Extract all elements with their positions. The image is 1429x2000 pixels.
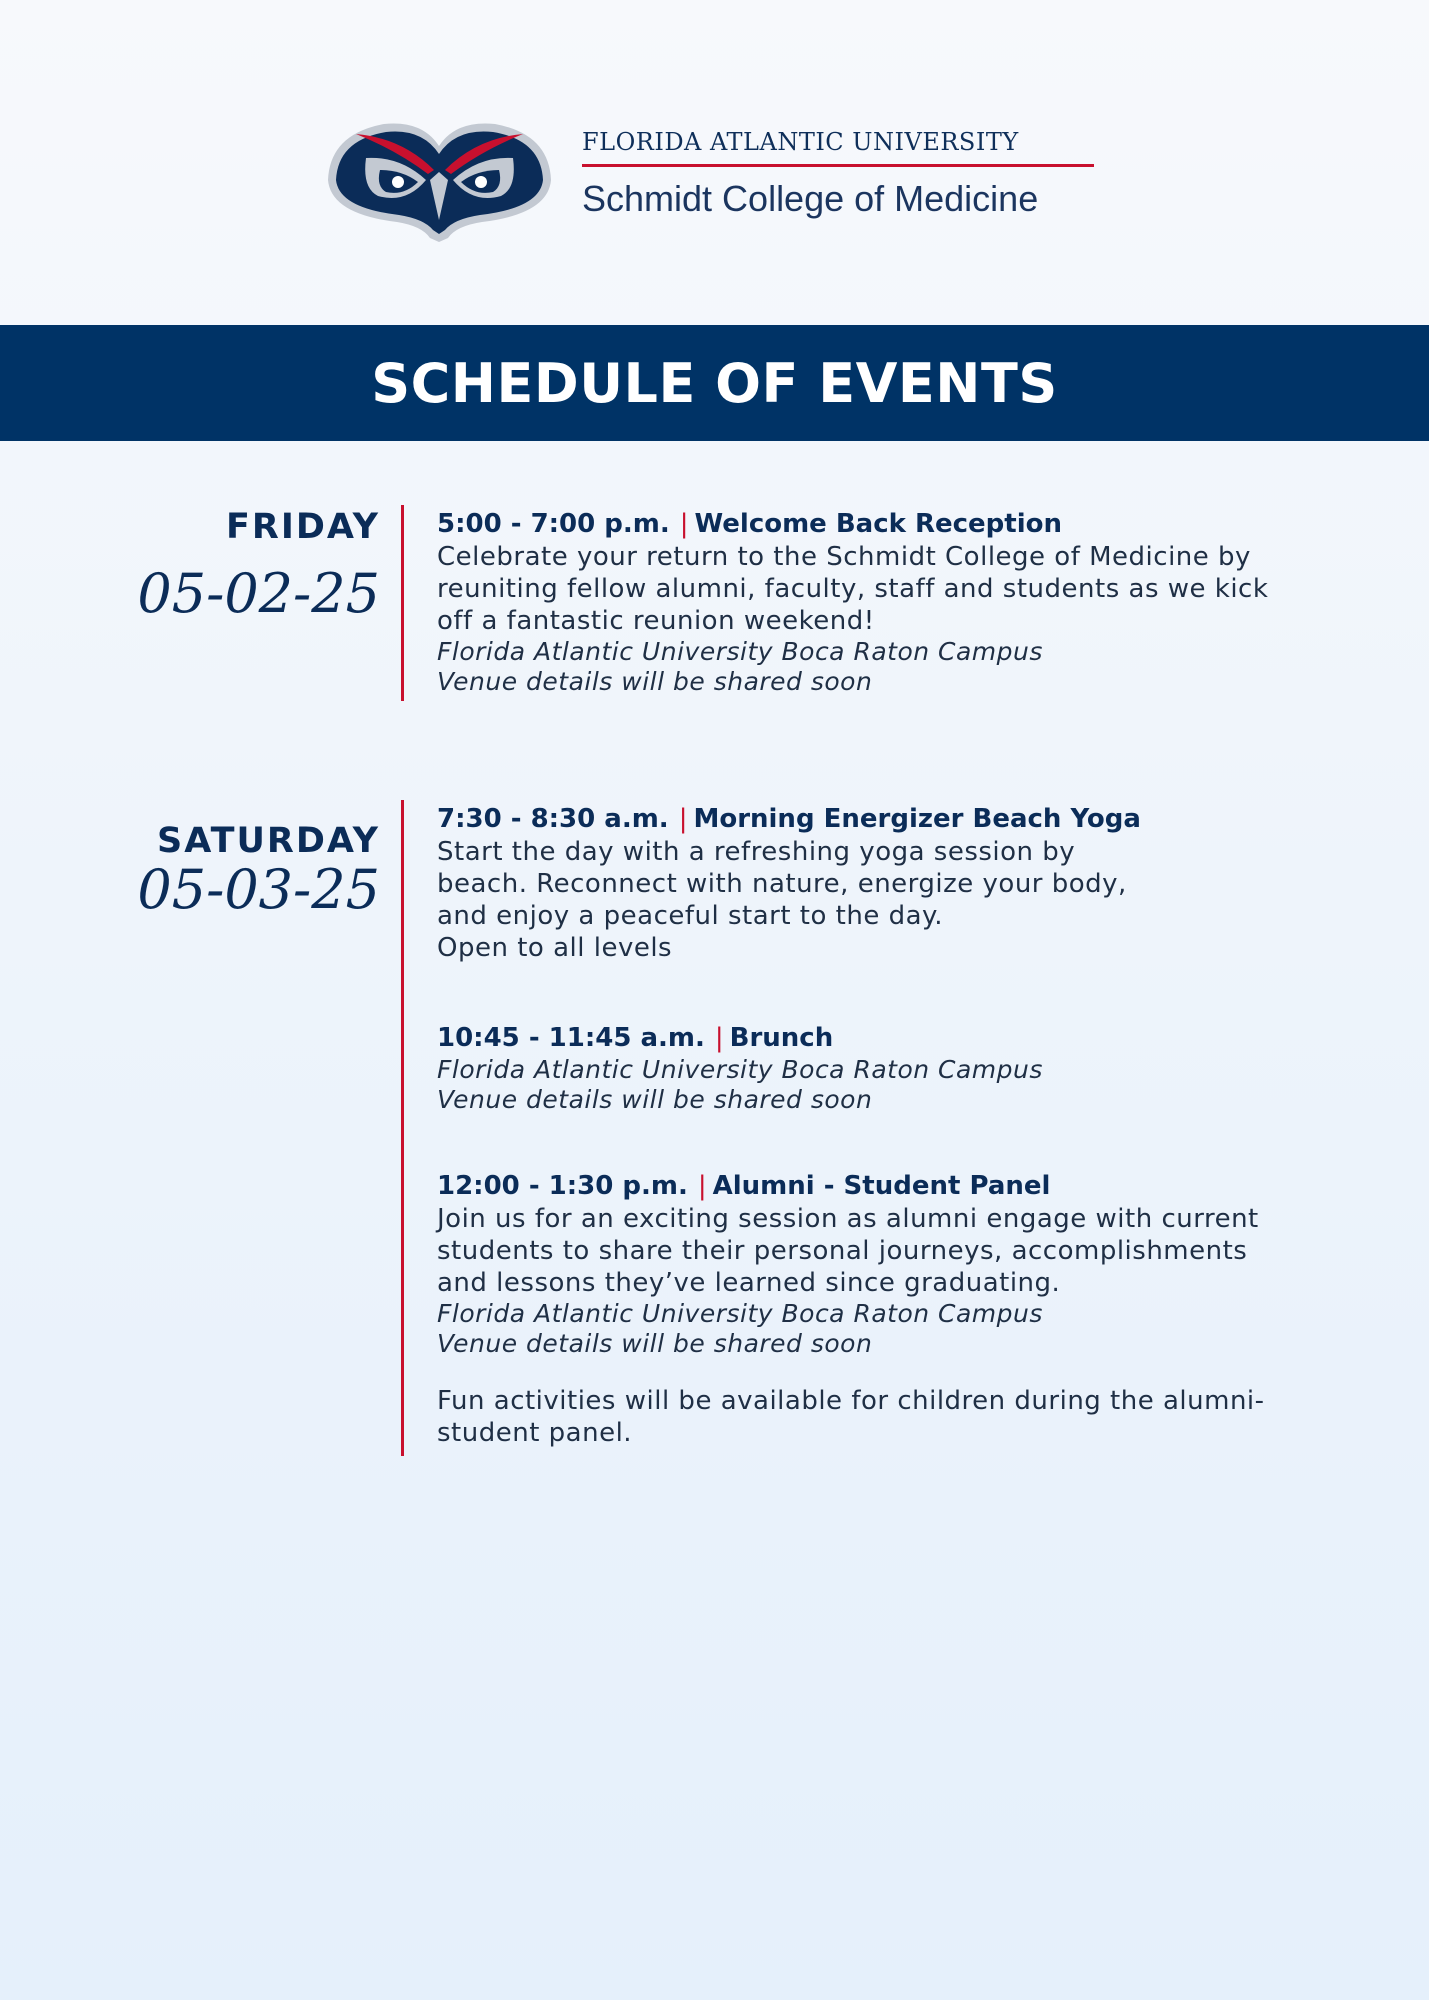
timeline-divider [401, 800, 404, 1456]
note-line: Fun activities will be available for children during the alumni- [437, 1386, 1265, 1416]
owl-logo-icon [322, 110, 557, 242]
divider [582, 164, 1094, 167]
event-time: 5:00 - 7:00 p.m. [437, 509, 670, 539]
event-title: Alumni - Student Panel [712, 1171, 1051, 1201]
venue-line: Florida Atlantic University Boca Raton Campus [437, 637, 1043, 666]
event-time: 12:00 - 1:30 p.m. [437, 1171, 688, 1201]
page-title: SCHEDULE OF EVENTS [371, 351, 1058, 415]
venue-line: Venue details will be shared soon [437, 667, 873, 696]
description-line: Open to all levels [437, 933, 673, 963]
event-title: Welcome Back Reception [694, 509, 1063, 539]
event-note [437, 1385, 1377, 1449]
venue-line: Venue details will be shared soon [437, 1329, 873, 1358]
event-title: Brunch [729, 1023, 834, 1053]
event-description [437, 1203, 1377, 1299]
event-venue [437, 1055, 1377, 1115]
org-name [582, 128, 1094, 219]
event-heading [437, 1169, 1377, 1203]
separator: | [697, 1171, 707, 1201]
separator: | [679, 509, 689, 539]
event-venue [437, 637, 1377, 697]
event-description [437, 541, 1377, 637]
venue-line: Florida Atlantic University Boca Raton Campus [437, 1299, 1043, 1328]
day-date-saturday: 05-03-25 [137, 858, 380, 921]
day-label-friday: FRIDAY [225, 507, 380, 547]
description-line: off a fantastic reunion weekend! [437, 606, 875, 636]
timeline-divider [401, 505, 404, 701]
event-heading [437, 507, 1377, 541]
college-name: Schmidt College of Medicine [582, 178, 1039, 219]
university-name: FLORIDA ATLANTIC UNIVERSITY [582, 128, 1019, 156]
banner [0, 325, 1429, 441]
description-line: Start the day with a refreshing yoga session by [437, 837, 1076, 867]
event-brunch [437, 1021, 1377, 1115]
event-description [437, 836, 1377, 964]
event-heading [437, 802, 1377, 836]
separator: | [714, 1023, 724, 1053]
separator: | [678, 804, 688, 834]
event-time: 7:30 - 8:30 a.m. [437, 804, 669, 834]
header [0, 0, 1429, 325]
description-line: and enjoy a peaceful start to the day. [437, 901, 943, 931]
event-time: 10:45 - 11:45 a.m. [437, 1023, 705, 1053]
description-line: beach. Reconnect with nature, energize your body, [437, 869, 1127, 899]
description-line: Celebrate your return to the Schmidt College of Medicine by [437, 542, 1251, 572]
event-welcome-reception [437, 507, 1377, 697]
day-date-friday: 05-02-25 [137, 562, 380, 625]
event-title: Morning Energizer Beach Yoga [693, 804, 1141, 834]
description-line: students to share their personal journeys, accomplishments [437, 1236, 1248, 1266]
event-beach-yoga [437, 802, 1377, 964]
note-line: student panel. [437, 1418, 633, 1448]
event-alumni-student-panel [437, 1169, 1377, 1449]
description-line: Join us for an exciting session as alumni engage with current [437, 1204, 1259, 1234]
venue-line: Florida Atlantic University Boca Raton Campus [437, 1055, 1043, 1084]
day-label-saturday: SATURDAY [157, 821, 380, 861]
event-venue [437, 1299, 1377, 1359]
description-line: reuniting fellow alumni, faculty, staff and students as we kick [437, 574, 1269, 604]
venue-line: Venue details will be shared soon [437, 1085, 873, 1114]
event-heading [437, 1021, 1377, 1055]
description-line: and lessons they’ve learned since graduating. [437, 1268, 1061, 1298]
